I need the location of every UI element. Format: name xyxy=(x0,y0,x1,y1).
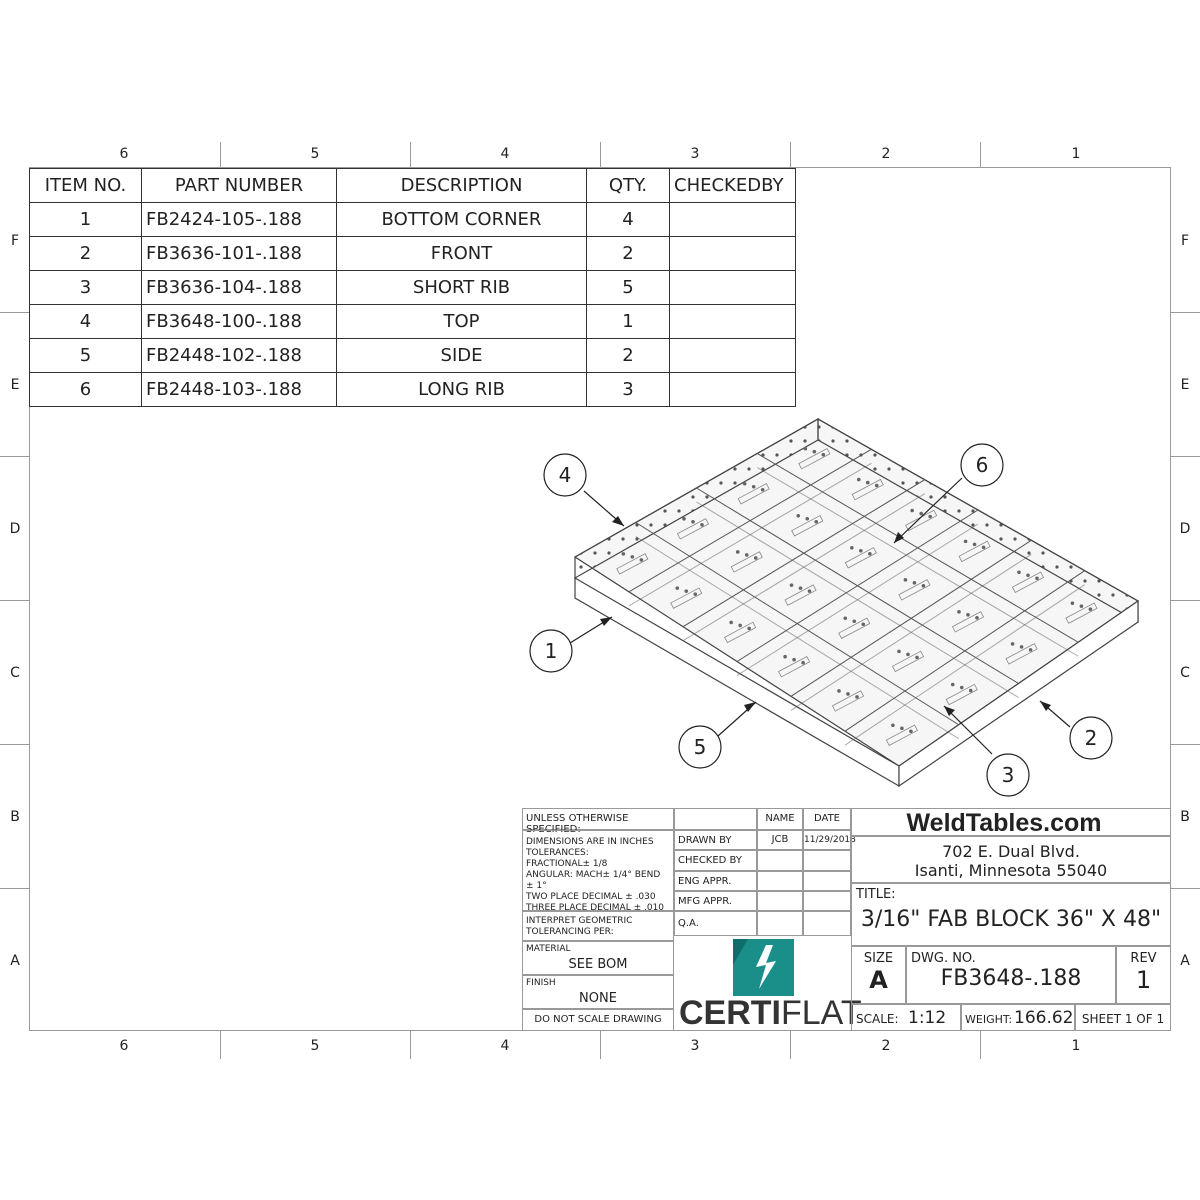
bom-part-number: FB2448-103-.188 xyxy=(142,373,337,407)
zone-tick xyxy=(1171,456,1200,457)
tb-noscale-text: DO NOT SCALE DRAWING xyxy=(534,1014,662,1025)
tb-dims-line: ANGULAR: MACH± 1/4° BEND ± 1° xyxy=(526,870,661,891)
tb-dwg-label: DWG. NO. xyxy=(911,951,976,966)
bom-qty: 3 xyxy=(587,373,670,407)
bom-header-description: DESCRIPTION xyxy=(337,169,587,203)
tb-dims-cell xyxy=(522,830,674,911)
tb-eng-appr-label: ENG APPR. xyxy=(678,876,732,887)
zone-tick xyxy=(220,142,221,167)
tb-empty xyxy=(803,911,851,936)
tb-drawn-by-cell xyxy=(674,830,757,850)
bom-checked xyxy=(670,203,796,237)
bom-item-no: 3 xyxy=(30,271,142,305)
tb-name-header xyxy=(757,808,803,830)
balloon-4 xyxy=(544,454,586,496)
zone-col-label: 5 xyxy=(310,1038,320,1054)
bom-item-no: 5 xyxy=(30,339,142,373)
zone-col-label: 3 xyxy=(690,146,700,162)
balloon-label: 3 xyxy=(1001,763,1015,787)
zone-col-label: 1 xyxy=(1071,146,1081,162)
zone-tick xyxy=(790,142,791,167)
zone-tick xyxy=(600,1031,601,1059)
zone-tick xyxy=(980,1031,981,1059)
balloon-label: 6 xyxy=(975,453,989,477)
tb-size-label: SIZE xyxy=(863,951,894,966)
tb-finish-value: NONE xyxy=(579,991,617,1006)
bom-description: TOP xyxy=(337,305,587,339)
zone-row-label: F xyxy=(10,233,20,249)
bom-description: SHORT RIB xyxy=(337,271,587,305)
tb-dims-line: TOLERANCES: xyxy=(526,848,589,858)
tb-empty xyxy=(757,850,803,871)
tb-drawn-by-date: 11/29/2018 xyxy=(804,835,856,845)
tb-eng-appr-cell xyxy=(674,871,757,891)
company-address-line2: Isanti, Minnesota 55040 xyxy=(914,861,1108,880)
tb-blank xyxy=(674,808,757,830)
tb-empty xyxy=(757,911,803,936)
tb-dims-line: DIMENSIONS ARE IN INCHES xyxy=(526,837,654,847)
zone-row-label: C xyxy=(1180,665,1190,681)
tb-empty xyxy=(803,850,851,871)
tb-empty xyxy=(803,871,851,891)
zone-tick xyxy=(220,1031,221,1059)
tb-mfg-appr-label: MFG APPR. xyxy=(678,896,732,907)
balloon-3 xyxy=(987,754,1029,796)
balloon-label: 2 xyxy=(1084,726,1098,750)
zone-tick xyxy=(0,456,29,457)
tb-noscale-cell xyxy=(522,1009,674,1031)
tb-dims-line: THREE PLACE DECIMAL ± .010 xyxy=(526,903,665,913)
zone-row-label: D xyxy=(1179,521,1191,537)
zone-tick xyxy=(1171,744,1200,745)
tb-company-cell xyxy=(851,808,1171,836)
balloon-5 xyxy=(679,726,721,768)
bom-header-qty: QTY. xyxy=(587,169,670,203)
company-address-line1: 702 E. Dual Blvd. xyxy=(942,842,1080,861)
tb-weight-label: WEIGHT: xyxy=(965,1013,1013,1026)
company-name: WeldTables.com xyxy=(906,809,1102,837)
zone-tick xyxy=(0,744,29,745)
tb-title-label: TITLE: xyxy=(856,887,896,902)
zone-tick xyxy=(410,142,411,167)
zone-row-label: A xyxy=(1180,953,1190,969)
bom-part-number: FB3636-104-.188 xyxy=(142,271,337,305)
tb-mfg-appr-cell xyxy=(674,891,757,911)
zone-tick xyxy=(0,888,29,889)
tb-interpret-line: TOLERANCING PER: xyxy=(526,927,614,937)
zone-tick xyxy=(410,1031,411,1059)
bom-description: SIDE xyxy=(337,339,587,373)
zone-tick xyxy=(980,142,981,167)
balloon-label: 5 xyxy=(693,735,707,759)
bom-part-number: FB2448-102-.188 xyxy=(142,339,337,373)
zone-tick xyxy=(1171,312,1200,313)
zone-row-label: E xyxy=(1180,377,1190,393)
tb-unless-text: UNLESS OTHERWISE SPECIFIED: xyxy=(526,813,629,835)
balloon-6 xyxy=(961,444,1003,486)
tb-title-cell xyxy=(851,883,1171,946)
certiflat-logo-mark xyxy=(676,937,850,997)
certiflat-logo xyxy=(676,937,862,1032)
bom-description: LONG RIB xyxy=(337,373,587,407)
tb-size-cell xyxy=(851,946,906,1004)
tb-material-value: SEE BOM xyxy=(568,957,628,972)
tb-dims-line: FRACTIONAL± 1/8 xyxy=(526,859,608,869)
zone-row-label: E xyxy=(10,377,20,393)
bom-qty: 2 xyxy=(587,339,670,373)
bom-item-no: 6 xyxy=(30,373,142,407)
bom-row xyxy=(30,203,796,237)
tb-sheet-cell xyxy=(1075,1004,1171,1031)
zone-tick xyxy=(0,600,29,601)
tb-weight-cell xyxy=(961,1004,1075,1031)
zone-col-label: 3 xyxy=(690,1038,700,1054)
bom-header-item: ITEM NO. xyxy=(30,169,142,203)
zone-col-label: 2 xyxy=(881,1038,891,1054)
bom-qty: 4 xyxy=(587,203,670,237)
assembly-frame xyxy=(575,419,1138,786)
bom-qty: 2 xyxy=(587,237,670,271)
tb-dims-line: TWO PLACE DECIMAL ± .030 xyxy=(526,892,656,902)
zone-row-label: A xyxy=(10,953,20,969)
isometric-assembly-drawing xyxy=(480,400,1170,800)
zone-row-label: F xyxy=(1180,233,1190,249)
bom-row xyxy=(30,237,796,271)
zone-tick xyxy=(0,312,29,313)
tb-rev-value: 1 xyxy=(1135,966,1152,994)
bom-row xyxy=(30,339,796,373)
balloon-label: 1 xyxy=(544,639,558,663)
zone-tick xyxy=(600,142,601,167)
bom-part-number: FB3636-101-.188 xyxy=(142,237,337,271)
bom-checked xyxy=(670,339,796,373)
zone-row-label: C xyxy=(10,665,20,681)
tb-scale-label: SCALE: xyxy=(856,1012,899,1026)
tb-dwg-cell xyxy=(906,946,1116,1004)
tb-weight-value: 166.62 xyxy=(1014,1008,1074,1028)
tb-empty xyxy=(803,891,851,911)
zone-tick xyxy=(1171,888,1200,889)
tb-finish-cell xyxy=(522,975,674,1009)
tb-material-label: MATERIAL xyxy=(526,944,571,954)
bom-header-checked: CHECKEDBY xyxy=(670,169,796,203)
bom-header-part: PART NUMBER xyxy=(142,169,337,203)
tb-qa-cell xyxy=(674,911,757,936)
logo-text-bold: CERTI xyxy=(679,994,781,1032)
balloon-1 xyxy=(530,630,572,672)
zone-col-label: 4 xyxy=(500,1038,510,1054)
zone-row-label: B xyxy=(10,809,20,825)
drawing-title: 3/16" FAB BLOCK 36" X 48" xyxy=(860,907,1162,932)
tb-drawn-by-name: JCB xyxy=(771,834,789,845)
tb-scale-value: 1:12 xyxy=(908,1008,947,1028)
bom-part-number: FB3648-100-.188 xyxy=(142,305,337,339)
bom-checked xyxy=(670,237,796,271)
zone-col-label: 5 xyxy=(310,146,320,162)
bom-item-no: 1 xyxy=(30,203,142,237)
tb-qa-label: Q.A. xyxy=(678,918,699,929)
tb-interpret-cell xyxy=(522,911,674,941)
tb-empty xyxy=(757,891,803,911)
bom-item-no: 2 xyxy=(30,237,142,271)
zone-col-label: 2 xyxy=(881,146,891,162)
tb-sheet-text: SHEET 1 OF 1 xyxy=(1081,1012,1165,1026)
tb-finish-label: FINISH xyxy=(526,978,556,988)
tb-unless-cell xyxy=(522,808,674,835)
zone-col-label: 6 xyxy=(119,1038,129,1054)
tb-drawn-by-label: DRAWN BY xyxy=(678,835,732,846)
bom-description: FRONT xyxy=(337,237,587,271)
balloon-label: 4 xyxy=(558,463,572,487)
bill-of-materials-table xyxy=(29,168,796,407)
tb-date-label: DATE xyxy=(813,813,840,824)
bom-qty: 1 xyxy=(587,305,670,339)
bom-qty: 5 xyxy=(587,271,670,305)
tb-empty xyxy=(757,871,803,891)
tb-checked-by-cell xyxy=(674,850,757,871)
zone-tick xyxy=(790,1031,791,1059)
bom-checked xyxy=(670,271,796,305)
logo-text-light: FLAT xyxy=(781,994,862,1032)
tb-drawn-by-name-cell xyxy=(757,830,803,850)
tb-dwg-value: FB3648-.188 xyxy=(940,966,1082,991)
zone-col-label: 4 xyxy=(500,146,510,162)
bom-part-number: FB2424-105-.188 xyxy=(142,203,337,237)
bom-row xyxy=(30,271,796,305)
bom-header-row xyxy=(30,169,796,203)
balloon-2 xyxy=(1070,717,1112,759)
tb-material-cell xyxy=(522,941,674,975)
tb-rev-cell xyxy=(1116,946,1171,1004)
zone-row-label: D xyxy=(9,521,21,537)
tb-interpret-line: INTERPRET GEOMETRIC xyxy=(526,916,633,926)
zone-tick xyxy=(1171,600,1200,601)
bom-description: BOTTOM CORNER xyxy=(337,203,587,237)
zone-col-label: 1 xyxy=(1071,1038,1081,1054)
bom-checked xyxy=(670,305,796,339)
bom-item-no: 4 xyxy=(30,305,142,339)
tb-address-cell xyxy=(851,836,1171,883)
tb-name-label: NAME xyxy=(765,813,795,824)
zone-col-label: 6 xyxy=(119,146,129,162)
tb-size-value: A xyxy=(869,966,888,994)
zone-row-label: B xyxy=(1180,809,1190,825)
bom-row xyxy=(30,305,796,339)
tb-checked-by-label: CHECKED BY xyxy=(678,855,742,866)
tb-rev-label: REV xyxy=(1130,951,1157,966)
tb-scale-cell xyxy=(851,1004,961,1031)
